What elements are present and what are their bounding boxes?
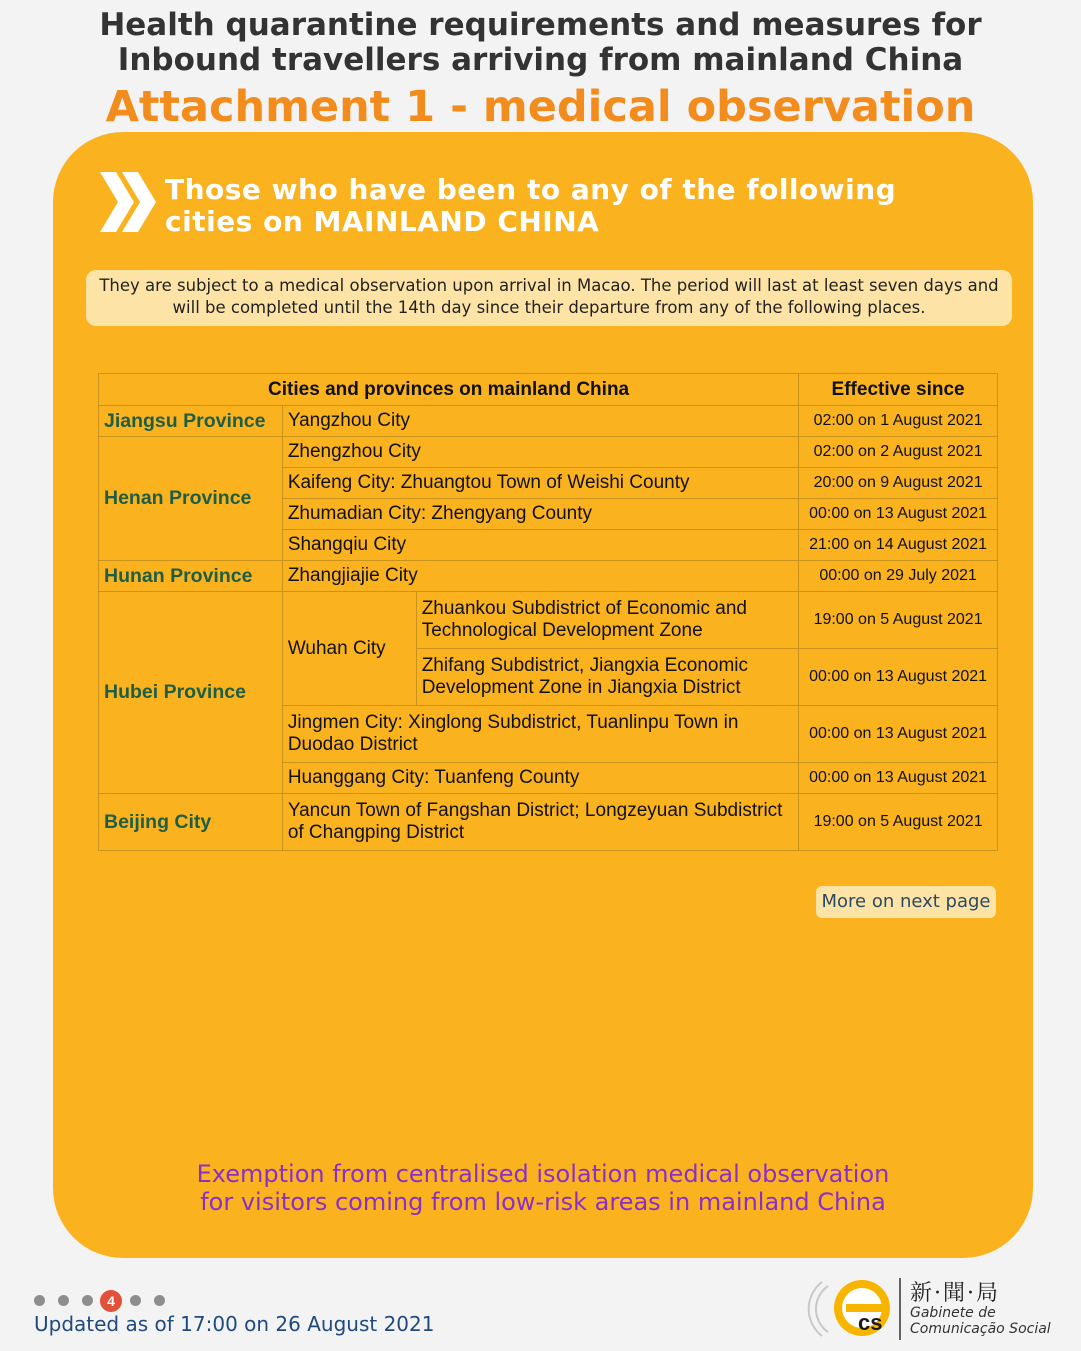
table-row [99, 437, 998, 468]
date-cell: 00:00 on 13 August 2021 [799, 499, 998, 530]
place-cell: Yancun Town of Fangshan District; Longzeyuan Subdistrict of Changping District [282, 794, 798, 851]
page-title [0, 8, 1081, 78]
notice-line-2: will be completed until the 14th day since their departure from any of the following places. [172, 298, 926, 317]
title-line-2: Inbound travellers arriving from mainland China [117, 42, 964, 78]
headline-line-1: Those who have been to any of the following [165, 173, 897, 206]
table-header-row [99, 374, 998, 406]
date-cell: 00:00 on 13 August 2021 [799, 649, 998, 706]
place-cell: Kaifeng City: Zhuangtou Town of Weishi County [282, 468, 798, 499]
date-cell: 00:00 on 29 July 2021 [799, 561, 998, 592]
date-cell: 20:00 on 9 August 2021 [799, 468, 998, 499]
date-cell: 02:00 on 2 August 2021 [799, 437, 998, 468]
double-chevron-right-icon [98, 170, 160, 234]
place-cell: Shangqiu City [282, 530, 798, 561]
place-cell: Zhengzhou City [282, 437, 798, 468]
page-dot-current[interactable]: 4 [100, 1290, 122, 1312]
date-cell: 19:00 on 5 August 2021 [799, 592, 998, 649]
logo-text-line-2: Comunicação Social [910, 1321, 1051, 1337]
col-header-places: Cities and provinces on mainland China [99, 374, 799, 406]
place-cell: Zhangjiajie City [282, 561, 798, 592]
page-dot[interactable] [82, 1295, 93, 1306]
page-dot[interactable] [130, 1295, 141, 1306]
page-dot[interactable] [154, 1295, 165, 1306]
table-row [99, 592, 998, 649]
updated-timestamp: Updated as of 17:00 on 26 August 2021 [34, 1312, 435, 1336]
exemption-line-2: for visitors coming from low-risk areas in mainland China [200, 1188, 886, 1216]
table-row [99, 561, 998, 592]
date-cell: 02:00 on 1 August 2021 [799, 406, 998, 437]
attachment-title: Attachment 1 - medical observation [105, 82, 976, 132]
table-row [99, 794, 998, 851]
date-cell: 21:00 on 14 August 2021 [799, 530, 998, 561]
notice-box [86, 270, 1012, 326]
page-dot[interactable] [34, 1295, 45, 1306]
svg-text:cs: cs [858, 1310, 883, 1335]
page-dot[interactable] [58, 1295, 69, 1306]
table-row [99, 406, 998, 437]
place-cell: Zhumadian City: Zhengyang County [282, 499, 798, 530]
date-cell: 19:00 on 5 August 2021 [799, 794, 998, 851]
col-header-effective: Effective since [799, 374, 998, 406]
date-cell: 00:00 on 13 August 2021 [799, 706, 998, 763]
province-cell: Jiangsu Province [99, 406, 283, 437]
province-cell: Beijing City [99, 794, 283, 851]
place-cell: Huanggang City: Tuanfeng County [282, 763, 798, 794]
place-cell: Jingmen City: Xinglong Subdistrict, Tuanlinpu Town in Duodao District [282, 706, 798, 763]
place-cell: Zhifang Subdistrict, Jiangxia Economic Development Zone in Jiangxia District [416, 649, 799, 706]
exemption-line-1: Exemption from centralised isolation medical observation [196, 1160, 890, 1188]
headline-line-2: cities on MAINLAND CHINA [165, 205, 600, 238]
more-on-next-page-button[interactable]: More on next page [816, 886, 996, 918]
province-cell: Henan Province [99, 437, 283, 561]
cities-table [98, 373, 998, 851]
date-cell: 00:00 on 13 August 2021 [799, 763, 998, 794]
logo-chinese-text: 新·聞·局 [910, 1281, 1000, 1306]
province-cell: Hubei Province [99, 592, 283, 794]
notice-line-1: They are subject to a medical observation upon arrival in Macao. The period will last at least seven days and [99, 276, 999, 295]
section-headline [165, 174, 1015, 238]
place-cell: Yangzhou City [282, 406, 798, 437]
city-cell: Wuhan City [282, 592, 416, 706]
title-line-1: Health quarantine requirements and measures for [99, 7, 982, 43]
province-cell: Hunan Province [99, 561, 283, 592]
logo-text-line-1: Gabinete de [910, 1305, 996, 1321]
exemption-link[interactable] [120, 1160, 966, 1216]
place-cell: Zhuankou Subdistrict of Economic and Technological Development Zone [416, 592, 799, 649]
